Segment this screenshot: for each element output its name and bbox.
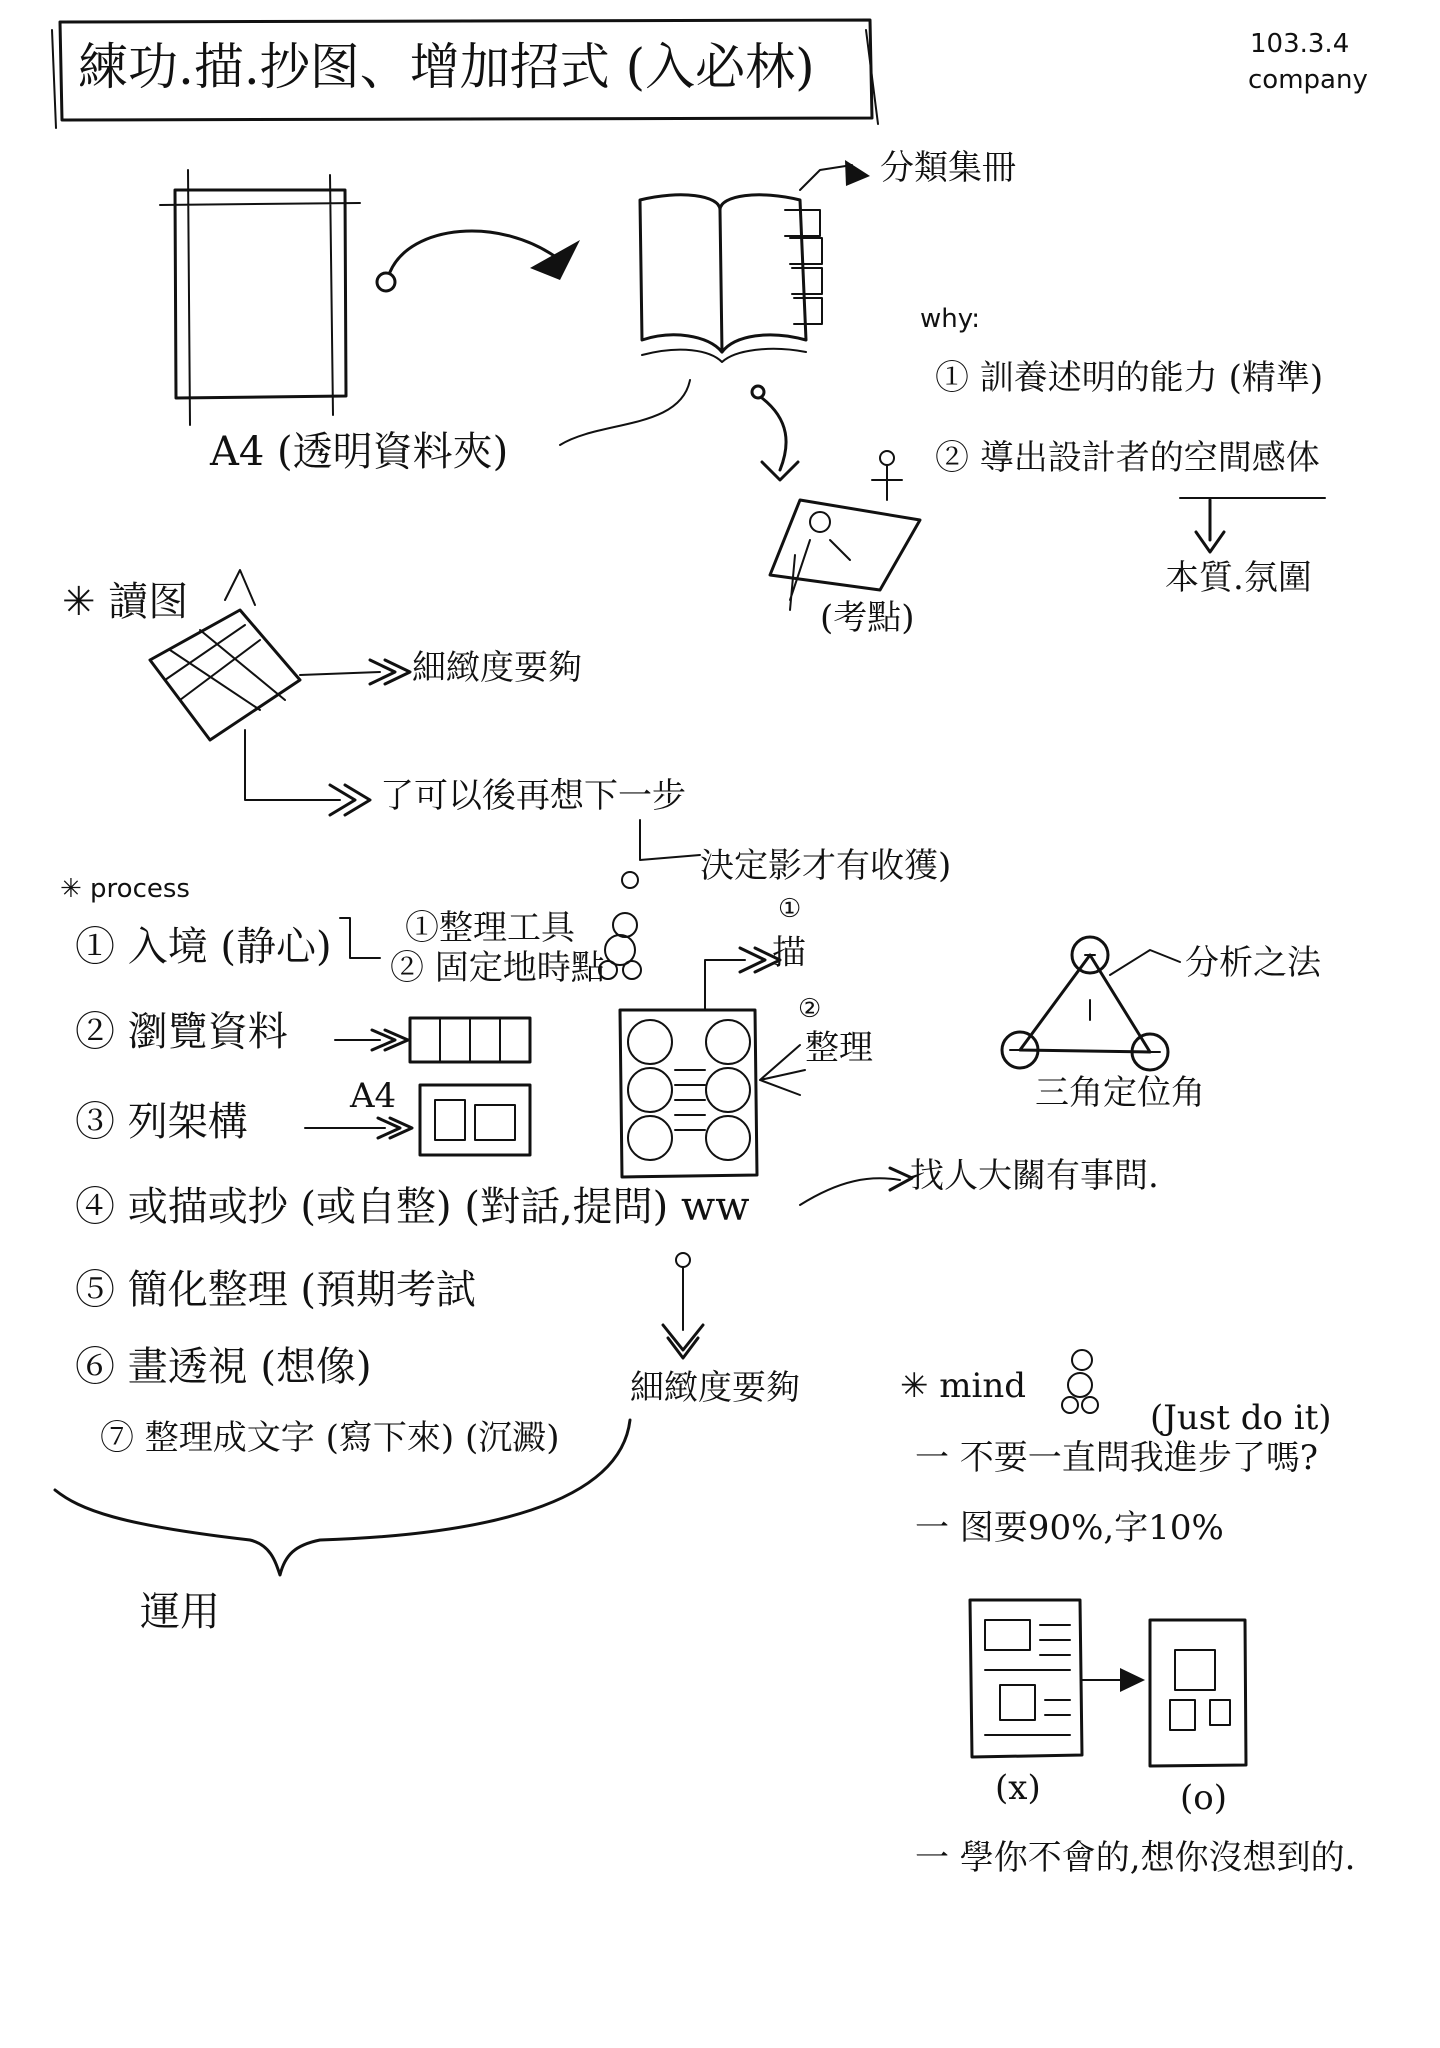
triangle-caption: 三角定位角 — [1035, 1073, 1205, 1113]
middle-draw-num: ① — [778, 894, 802, 924]
read-branch-1: 細緻度要夠 — [412, 648, 582, 688]
triangle-diagram — [1002, 937, 1180, 1070]
mind-point-2: 一 图要90%,字10% — [915, 1508, 1224, 1548]
mind-point-3: 一 學你不會的,想你沒想到的. — [915, 1838, 1356, 1878]
process-step-4: ④ 或描或抄 (或自整) (對話,提問) ww — [75, 1184, 750, 1230]
page-title: 練功.描.抄图、增加招式 (入必林) — [78, 38, 815, 96]
process-apply: 運用 — [140, 1589, 220, 1635]
open-book-sketch — [640, 160, 870, 362]
mind-right-mark: (o) — [1180, 1778, 1227, 1818]
read-label: ✳ 讀图 — [62, 579, 189, 625]
folder-link-line — [560, 380, 690, 445]
why-point-2: ② 導出設計者的空間感体 — [935, 438, 1320, 478]
middle-draw-label: 描 — [772, 933, 806, 973]
mind-person-icon — [1062, 1350, 1098, 1413]
a4-to-book-arrow — [377, 231, 580, 291]
middle-organize-label: 整理 — [805, 1028, 873, 1068]
read-branch-3: 決定影才有收獲) — [700, 846, 952, 886]
desk-figure-sketch — [770, 451, 920, 610]
ask-note: 找人大關有事問. — [910, 1156, 1159, 1196]
process-step-1-sub-1: ①整理工具 — [405, 908, 575, 948]
book-tag-label: 分類集冊 — [880, 148, 1016, 188]
mind-panels-sketch — [970, 1600, 1246, 1766]
process-step-1: ① 入境 (静心) — [75, 924, 332, 970]
process-step-3-a4: A4 — [350, 1076, 397, 1116]
exam-note: (考點) — [820, 598, 915, 638]
why-result-label: 本質.氛圍 — [1165, 558, 1312, 598]
read-branch-2: 了可以後再想下一步 — [380, 776, 686, 816]
detail-arrow — [663, 1253, 703, 1358]
process-step-6: ⑥ 畫透視 (想像) — [75, 1344, 372, 1390]
process-step-3: ③ 列架構 — [75, 1099, 248, 1145]
why-point-1: ① 訓養述明的能力 (精準) — [935, 358, 1324, 398]
why-label: why: — [920, 304, 980, 334]
process-step-1-sub-2: ② 固定地時點 — [390, 948, 605, 988]
process-label: ✳ process — [60, 874, 190, 904]
mind-wrong-mark: (x) — [995, 1768, 1041, 1808]
mind-label: ✳ mind — [900, 1366, 1027, 1406]
location-note: company — [1248, 65, 1368, 95]
read-diagram-sketch — [150, 570, 700, 888]
date-note: 103.3.4 — [1250, 29, 1350, 59]
ask-arrow — [800, 1168, 912, 1205]
book-to-desk-arrow — [752, 386, 798, 480]
mind-point-1: 一 不要一直問我進步了嗎? — [915, 1438, 1319, 1478]
process-step-2: ② 瀏覽資料 — [75, 1009, 288, 1055]
framework-box-sketch — [305, 1085, 530, 1155]
mind-just-do-it: (Just do it) — [1150, 1398, 1332, 1438]
a4-sheet-sketch — [160, 170, 360, 425]
why-result-arrow — [1180, 498, 1325, 552]
middle-organize-num: ② — [798, 994, 822, 1024]
process-step-7: ⑦ 整理成文字 (寫下來) (沉澱) — [100, 1418, 560, 1458]
a4-folder-label: A4 (透明資料夾) — [210, 429, 509, 475]
detail-note: 細緻度要夠 — [630, 1368, 800, 1408]
triangle-method-label: 分析之法 — [1185, 943, 1321, 983]
browse-boxes-sketch — [335, 1018, 530, 1062]
process-step-5: ⑤ 簡化整理 (預期考試 — [75, 1267, 477, 1313]
